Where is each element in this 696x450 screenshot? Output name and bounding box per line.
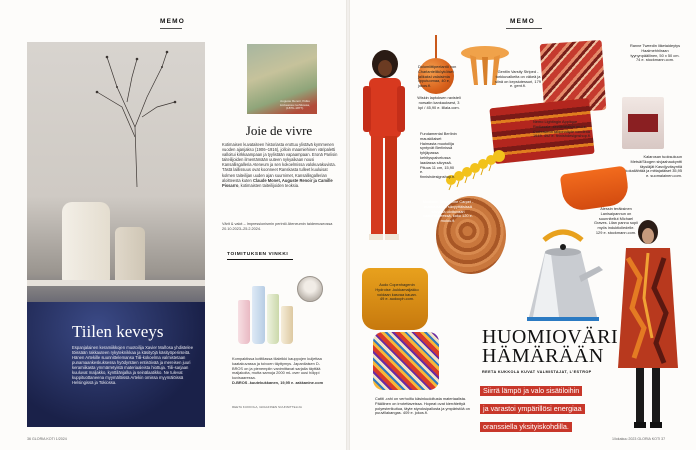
caption-kettle: Alessin teräksinen Lanisaipannun on suunnitellut Michael Graves. Lilan pannu sopii myös induktioliedelle. 129 e. stockmann.com. xyxy=(594,206,638,235)
article-body-text: Kotimaisen kuvataiteen historiasta erottuu ylistävä kymmenen vuoden ajanjakso (1906–1916), jolloin maamiehinen väripaletti valloitui kirkkaampaan ja tyylistään vapaampaan. Eronä Pariisin taiteilijoiden ilmentämään uuteen nykyaikaan nousi Kansallisgalleria Ateneum ja sen kokoelmissa valokuvakuvista. Tästä laillissuus ovat koonneet Ranskasta tulleet kuuluisat kolmen taiteilijan uuden ajan suurnimet, Kansallisgallerian aloitteesta kuten xyxy=(222,142,338,183)
tip-heading: TOIMITUKSEN VINKKI xyxy=(227,252,289,257)
tip-rule xyxy=(227,259,293,260)
article-artist-names: Claude Monet, Auguste Renoir ja Camille Pissarro xyxy=(222,177,333,188)
left-page xyxy=(0,0,346,450)
painting-caption: Auguste Renoir, Polku korkeassa ruohikossa, (1876–1877). xyxy=(280,99,310,111)
caption-nemo: Nemo Lightingin Applique Radiasale -seinävalaisin on Le Corbusierin taidonnäyte vuodelta 1949. 492 e. finnishdesignshop.fi. xyxy=(533,119,591,139)
scented-candle xyxy=(622,97,664,149)
caption-pouf: Catiti -rahi on verhoiltu käsinkudoltusta materiaalista. Pääliinen on irrotettaveissa. Hopeat ovat kierrätettyä polyesterikuitua, täyte styroksipallosta ja ympäristöä on puuvillakangas. 409 e. jokos.fi. xyxy=(375,396,470,416)
intro-line-3: oranssiella yksityiskohdilla. xyxy=(480,422,572,432)
caption-vase: Audo Copenhagenin Hydroise -kukkamaljakko voidaan kasvaa kauan. 49 e. audocph.com. xyxy=(375,282,419,302)
feature-headline: HUOMIOVÄRI HÄMÄRÄÄN xyxy=(482,326,619,367)
article-title: Joie de vivre xyxy=(245,123,313,138)
tiili-vase-small xyxy=(115,227,145,282)
article-body-tail: , kotimaisten taiteilijoiden teoksia. xyxy=(238,182,300,188)
caption-candle: Kalarosan tuoksukuun Metsä/Skogen sivjaahaukyntti täysiäjät Kasvijyväsyntiä kokaliähtää ja mittajatäiset 35,95 e. suomalainen.com. xyxy=(625,154,682,179)
caption-wool: Wiskin laptoksen ravisteli norsatin kankauksest, 3 kpl / 45,90 e. lillala.com. xyxy=(417,95,461,110)
section-rule xyxy=(160,28,182,29)
vase-beige xyxy=(281,306,293,344)
caption-lamp: Dolomiittipeelantö von Charlanteliiköyköiset jalikaksi valaisimia lipputuomaa, 40 e, jokos.fi. xyxy=(418,64,457,89)
caption-caterpillar: Fundamental Berlinin mauskilaiset Haimasta muotoilija syntyvät Berlinissä tyhjäpassa kehityspalvelussa laadassa sävyssä. Pituus 11 cm, 15,90 e. finnishdesignshop.fi. xyxy=(420,131,457,180)
woven-pouf xyxy=(373,332,439,390)
intro-line-2: ja varastoi ympärillösi energiaa xyxy=(480,404,585,414)
vase-pink xyxy=(238,300,250,344)
intro-line-1: Siirrä lämpö ja valo sisätiloihin xyxy=(480,386,582,396)
tip-body xyxy=(232,357,328,386)
renoir-painting xyxy=(247,44,317,114)
section-label-memo-right: MEMO xyxy=(510,18,536,25)
tiili-vase-large xyxy=(62,202,110,282)
section-label-memo: MEMO xyxy=(160,18,186,25)
section-rule-right xyxy=(506,28,542,29)
hero-title: Tiilen keveys xyxy=(72,322,164,341)
alessi-kettle xyxy=(519,222,607,326)
shelf xyxy=(27,280,205,286)
feature-byline: REETA KUKKOLA KUVAT VALMISTAJAT, L'ESTROP xyxy=(482,370,592,374)
lamp-cord xyxy=(435,35,437,60)
model-red-suit xyxy=(357,46,411,246)
tip-body-text: Kompaktissa kotitilassa tilaleikki kauppojen kuljettaa kaatakuvassa ja toivoen täyttymys. Japanilaisen D-BROS on ja pienempiin vanimittavat sarjalla täyttää maljakoita, mutta samoja 2000 mL over uusi hölppi kuvisaaressa. xyxy=(232,356,322,381)
hero-body: Espanjalainen keramiikkojen muotoilija Xavier Mañosa yhdistelee töissään rakkauteen rykyteknikkaa ja käsityöjä käsityöperinteitä. Hänen Artekille suunnittelemansa Tiili-kokoelma valmistetaan punamaankeskuksessa hyödyntäen entisöivää ja mereisen juuri keramiikasta ymmärretyistä materiaaleista hiottuja. Tiili-sarjaan kuuluvat maljakko, kynttilänjalka ja seinälaatikko. Ne tulevat kuppituottaneena myymälöissä Artekin omissa myymälöissä Helsingissä ja Tokiossa. xyxy=(72,345,194,385)
author-avatar xyxy=(297,276,323,302)
tip-credit: REETA KUKKOLA, GRAAFINEN SUUNNITTELIJA xyxy=(232,405,302,409)
caption-knot: Moolonin Serpentine Carpet -mattosisällen sävyyttäisissä sävyistä ulottuvaan vaatteliikkeessä, koko 120 e. molou.fi. xyxy=(422,199,474,224)
vase-green xyxy=(267,294,279,344)
dried-branch-illustration xyxy=(87,47,177,187)
article-body xyxy=(222,142,338,188)
tip-product: D-BROS -kuutekukkanen, 19,95 e. zakkanine.com xyxy=(232,379,324,385)
feature-intro-band xyxy=(480,380,604,431)
dbros-vases-image xyxy=(236,266,294,344)
caption-stool: Gentlin Varsity Striped -torkkuvalkeita on väkeä ja siinä on kepsiutessuri, 179 e. gent.fi. xyxy=(495,69,541,89)
left-folio: 36 GLORIA KOTI 1/2024 xyxy=(27,437,67,441)
model-patterned-dress xyxy=(614,218,682,432)
article-footer: Värit & valot – Impressionismin perintö Ateneumin taidemuseossa 20.10.2023–25.2.2024. xyxy=(222,222,333,231)
vase-blue xyxy=(252,286,265,344)
candle-label xyxy=(628,114,658,132)
right-folio: 1/lokakuu 2023 GLORIA KOTI 37 xyxy=(612,437,666,441)
caption-cushion: Ranne Tweedin liiketaideytys Haalmehhiiraan tyynynpäällinen, 50 x 50 cm. 74 e. stockmann.com. xyxy=(629,43,681,63)
